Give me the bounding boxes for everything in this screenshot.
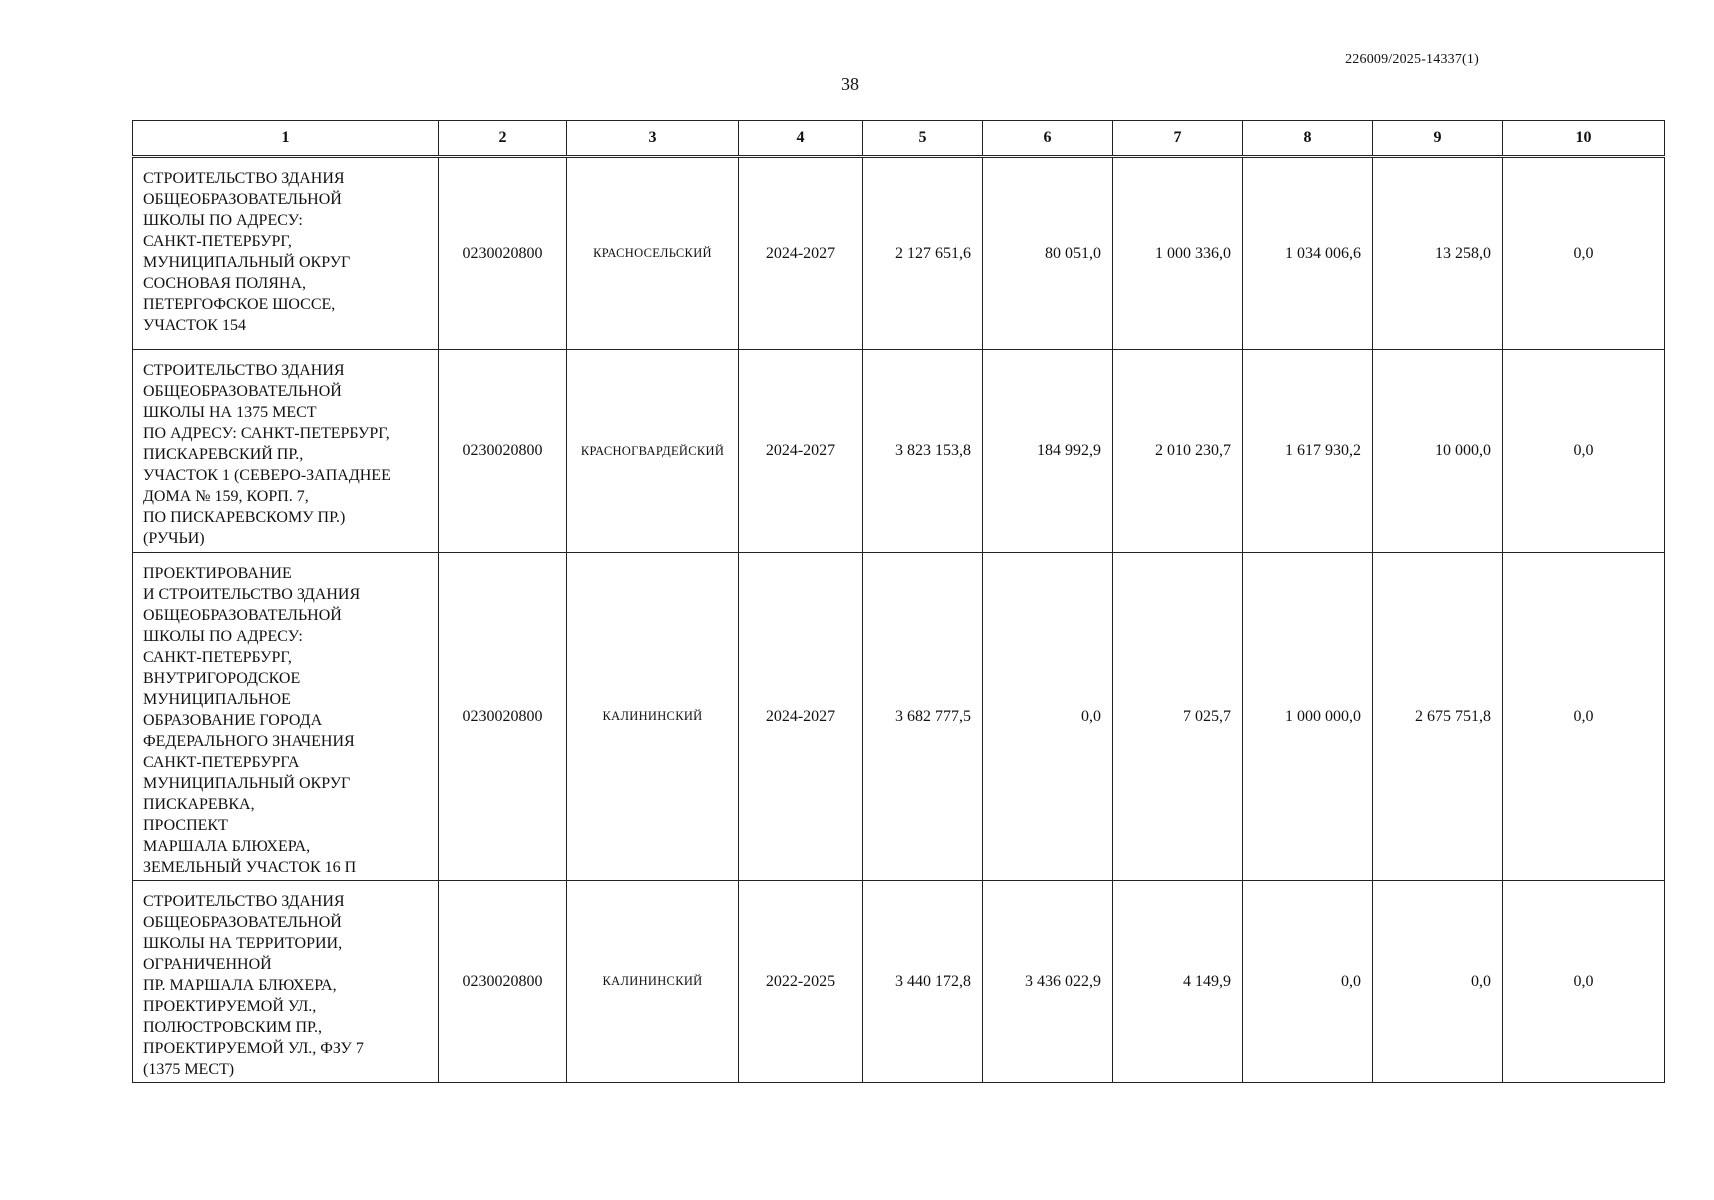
value-cell: 4 149,9 (1113, 881, 1243, 1083)
district-cell: КРАСНОСЕЛЬСКИЙ (567, 157, 739, 350)
period-cell: 2022-2025 (739, 881, 863, 1083)
object-name-cell: ПРОЕКТИРОВАНИЕ И СТРОИТЕЛЬСТВО ЗДАНИЯ ОБЩЕОБРАЗОВАТЕЛЬНОЙ ШКОЛЫ ПО АДРЕСУ: САНКТ-ПЕТЕРБУРГ, ВНУТРИГОРОДСКОЕ МУНИЦИПАЛЬНОЕ ОБРАЗОВАНИЕ ГОРОДА ФЕДЕРАЛЬНОГО ЗНАЧЕНИЯ САНКТ-ПЕТЕРБУРГА МУНИЦИПАЛЬНЫЙ ОКРУГ ПИСКАРЕВКА, ПРОСПЕКТ МАРШАЛА БЛЮХЕРА, ЗЕМЕЛЬНЫЙ УЧАСТОК 16 П (133, 553, 439, 881)
page-number: 38 (841, 74, 859, 94)
header-row (133, 121, 1665, 157)
value-cell: 2 010 230,7 (1113, 350, 1243, 553)
value-cell: 0,0 (1503, 881, 1665, 1083)
column-header: 7 (1113, 121, 1243, 157)
value-cell: 3 682 777,5 (863, 553, 983, 881)
table-row (133, 157, 1665, 350)
value-cell: 184 992,9 (983, 350, 1113, 553)
district-cell: КАЛИНИНСКИЙ (567, 881, 739, 1083)
column-header: 2 (439, 121, 567, 157)
value-cell: 1 000 000,0 (1243, 553, 1373, 881)
column-header: 1 (133, 121, 439, 157)
value-cell: 1 000 336,0 (1113, 157, 1243, 350)
value-cell: 3 436 022,9 (983, 881, 1113, 1083)
code-cell: 0230020800 (439, 157, 567, 350)
document-id: 226009/2025-14337(1) (1345, 52, 1479, 67)
value-cell: 1 034 006,6 (1243, 157, 1373, 350)
object-name-cell: СТРОИТЕЛЬСТВО ЗДАНИЯ ОБЩЕОБРАЗОВАТЕЛЬНОЙ ШКОЛЫ ПО АДРЕСУ: САНКТ-ПЕТЕРБУРГ, МУНИЦИПАЛЬНЫЙ ОКРУГ СОСНОВАЯ ПОЛЯНА, ПЕТЕРГОФСКОЕ ШОССЕ, УЧАСТОК 154 (133, 157, 439, 350)
value-cell: 0,0 (983, 553, 1113, 881)
value-cell: 10 000,0 (1373, 350, 1503, 553)
value-cell: 0,0 (1503, 350, 1665, 553)
column-header: 4 (739, 121, 863, 157)
value-cell: 0,0 (1243, 881, 1373, 1083)
value-cell: 1 617 930,2 (1243, 350, 1373, 553)
period-cell: 2024-2027 (739, 157, 863, 350)
column-header: 3 (567, 121, 739, 157)
table-row (133, 553, 1665, 881)
value-cell: 13 258,0 (1373, 157, 1503, 350)
column-header: 8 (1243, 121, 1373, 157)
value-cell: 80 051,0 (983, 157, 1113, 350)
period-cell: 2024-2027 (739, 350, 863, 553)
code-cell: 0230020800 (439, 881, 567, 1083)
object-name-cell: СТРОИТЕЛЬСТВО ЗДАНИЯ ОБЩЕОБРАЗОВАТЕЛЬНОЙ ШКОЛЫ НА 1375 МЕСТ ПО АДРЕСУ: САНКТ-ПЕТЕРБУРГ, ПИСКАРЕВСКИЙ ПР., УЧАСТОК 1 (СЕВЕРО-ЗАПАДНЕЕ ДОМА № 159, КОРП. 7, ПО ПИСКАРЕВСКОМУ ПР.) (РУЧЬИ) (133, 350, 439, 553)
code-cell: 0230020800 (439, 553, 567, 881)
value-cell: 7 025,7 (1113, 553, 1243, 881)
district-cell: КАЛИНИНСКИЙ (567, 553, 739, 881)
district-cell: КРАСНОГВАРДЕЙСКИЙ (567, 350, 739, 553)
value-cell: 2 675 751,8 (1373, 553, 1503, 881)
value-cell: 0,0 (1373, 881, 1503, 1083)
value-cell: 0,0 (1503, 157, 1665, 350)
table-row (133, 881, 1665, 1083)
period-cell: 2024-2027 (739, 553, 863, 881)
column-header: 6 (983, 121, 1113, 157)
table-row (133, 350, 1665, 553)
column-header: 10 (1503, 121, 1665, 157)
value-cell: 3 440 172,8 (863, 881, 983, 1083)
budget-table (132, 120, 1665, 1083)
value-cell: 3 823 153,8 (863, 350, 983, 553)
code-cell: 0230020800 (439, 350, 567, 553)
column-header: 9 (1373, 121, 1503, 157)
value-cell: 0,0 (1503, 553, 1665, 881)
object-name-cell: СТРОИТЕЛЬСТВО ЗДАНИЯ ОБЩЕОБРАЗОВАТЕЛЬНОЙ ШКОЛЫ НА ТЕРРИТОРИИ, ОГРАНИЧЕННОЙ ПР. МАРШАЛА БЛЮХЕРА, ПРОЕКТИРУЕМОЙ УЛ., ПОЛЮСТРОВСКИМ ПР., ПРОЕКТИРУЕМОЙ УЛ., ФЗУ 7 (1375 МЕСТ) (133, 881, 439, 1083)
value-cell: 2 127 651,6 (863, 157, 983, 350)
column-header: 5 (863, 121, 983, 157)
